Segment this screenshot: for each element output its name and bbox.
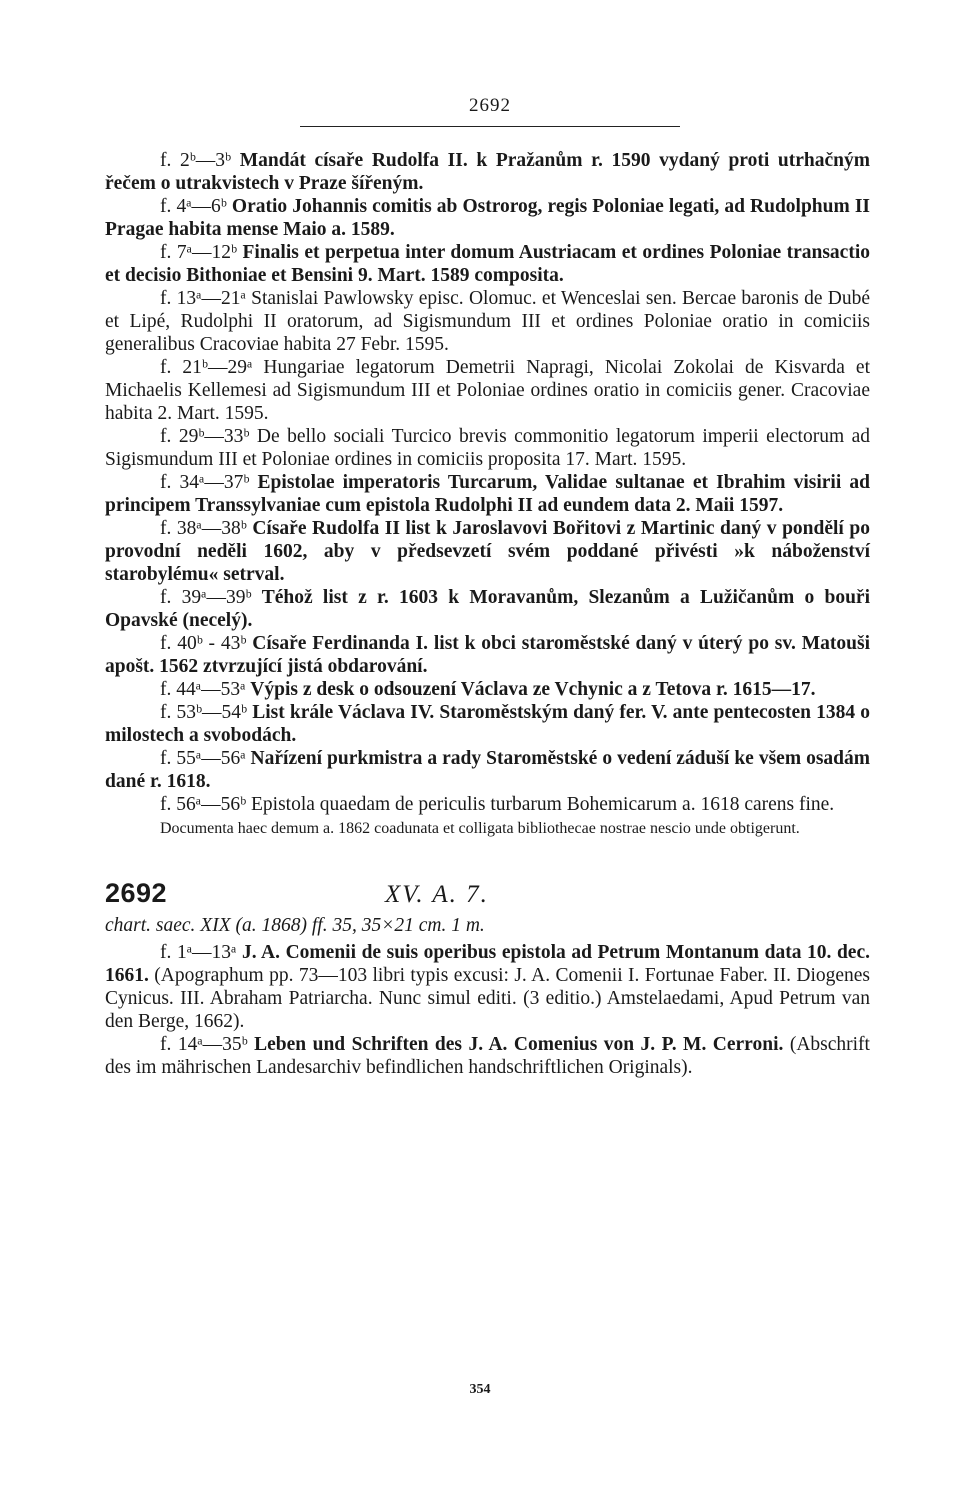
- provenance-note: [105, 818, 870, 840]
- catalogue-entry: [105, 678, 870, 701]
- entry-title: Nařízení purkmistra a rady Staroměstské o vedení záduší ke všem osadám dané r. 1618.: [105, 748, 870, 792]
- entry-title: Císaře Rudolfa II list k Jaroslavovi Bořitovi z Martinic daný v pondělí po provodní neděli 1602, aby v předsevzetí svém poddané přivésti »k náboženství starobylému« setrval.: [105, 518, 870, 585]
- entry-text: Epistola quaedam de periculis turbarum Bohemicarum a. 1618 carens fine.: [251, 794, 835, 815]
- catalogue-entry: [105, 632, 870, 678]
- entry-text: (Abschrift des im mährischen Landesarchiv befindlichen handschriftlichen Originals).: [105, 1034, 870, 1078]
- record-description: chart. saec. XIX (a. 1868) ff. 35, 35×21 cm. 1 m.: [105, 915, 485, 936]
- catalogue-entry: [105, 149, 870, 195]
- running-head: [300, 95, 680, 119]
- catalogue-entry: [105, 471, 870, 517]
- entry-title: Mandát císaře Rudolfa II. k Pražanům r. 1590 vydaný proti utrhačným řečem o utrakvistech v Praze šířeným.: [105, 150, 870, 194]
- page-body: [105, 95, 870, 1079]
- entry-title: J. A. Comenii de suis operibus epistola ad Petrum Montanum data 10. dec. 1661.: [105, 942, 870, 986]
- catalogue-entry: [105, 287, 870, 356]
- folio-reference: f. 39ᵃ—39ᵇ: [160, 587, 252, 608]
- folio-reference: f. 14ᵃ—35ᵇ: [160, 1034, 248, 1055]
- entry-title: Epistolae imperatoris Turcarum, Validae sultanae et Ibrahim visirii ad principem Transsylvaniae cum epistola Rudolphi II ad eundem data 2. Maii 1597.: [105, 472, 871, 516]
- folio-reference: f. 29ᵇ—33ᵇ: [160, 426, 250, 447]
- folio-reference: f. 2ᵇ—3ᵇ: [160, 150, 232, 171]
- catalogue-entry: [105, 241, 870, 287]
- catalogue-entry: [105, 586, 870, 632]
- catalogue-entry: [105, 425, 870, 471]
- folio-reference: f. 34ᵃ—37ᵇ: [160, 472, 250, 493]
- running-head-number: 2692: [469, 95, 511, 116]
- entry-text: Stanislai Pawlowsky episc. Olomuc. et Wenceslai sen. Bercae baronis de Dubé et Lipé, Rudolphi II oratorum, ad Sigismundum III et ordines Poloniae oratio in comiciis generalibus Cracoviae habita 27 Febr. 1595.: [105, 288, 870, 355]
- folio-reference: f. 38ᵃ—38ᵇ: [160, 518, 247, 539]
- folio-reference: f. 44ᵃ—53ᵃ: [160, 679, 246, 700]
- catalogue-entry: [105, 517, 870, 586]
- entry-title: Téhož list z r. 1603 k Moravanům, Slezanům a Lužičanům o bouři Opavské (necelý).: [105, 587, 870, 631]
- record-entries-list: [105, 941, 870, 1079]
- catalogue-entry: [105, 356, 870, 425]
- running-head-rule: [300, 126, 680, 127]
- catalogue-entry: [105, 195, 870, 241]
- folio-reference: f. 21ᵇ—29ᵃ: [160, 357, 253, 378]
- folio-reference: f. 56ᵃ—56ᵇ: [160, 794, 247, 815]
- note-indent: [105, 820, 160, 837]
- catalogue-entry: [105, 941, 870, 1033]
- note-text: Documenta haec demum a. 1862 coadunata et colligata bibliothecae nostrae nescio unde obtigerunt.: [160, 820, 800, 837]
- entry-text: De bello sociali Turcico brevis commonitio legatorum imperii electorum ad Sigismundum III et Poloniae ordines in comiciis proposita 17. Mart. 1595.: [105, 426, 871, 470]
- entry-title: Výpis z desk o odsouzení Václava ze Vchynic a z Tetova r. 1615—17.: [250, 679, 816, 700]
- entry-text: Hungariae legatorum Demetrii Napragi, Nicolai Zokolai de Kisvarda et Michaelis Kellemesi ad Sigismundum III et Poloniae ordines oratio in comiciis gener. Cracoviae habita 2. Mart. 1595.: [105, 357, 870, 424]
- entry-title: Císaře Ferdinanda I. list k obci staroměstské daný v úterý po sv. Matouši apošt. 1562 ztvrzující jistá obdarování.: [105, 633, 871, 677]
- record-number: 2692: [105, 878, 168, 908]
- entry-text: (Apographum pp. 73—103 libri typis excusi: J. A. Comenii I. Fortunae Faber. II. Diogenes Cynicus. III. Abraham Patriarcha. Nunc simul editi. (3 editio.) Amstelaedami, Apud Petrum van den Berge, 1662).: [105, 965, 871, 1032]
- record-header: [105, 878, 870, 909]
- catalogue-entry: [105, 793, 870, 816]
- entry-title: Finalis et perpetua inter domum Austriacam et ordines Poloniae transactio et decisio Bithoniae et Bensini 9. Mart. 1589 composita.: [105, 242, 870, 286]
- record-signature: XV. A. 7.: [385, 881, 489, 908]
- folio-reference: f. 53ᵇ—54ᵇ: [160, 702, 248, 723]
- entry-title: List krále Václava IV. Staroměstským daný fer. V. ante pentecosten 1384 o milostech a svobodách.: [105, 702, 871, 746]
- catalogue-entry: [105, 701, 870, 747]
- folio-reference: f. 4ᵃ—6ᵇ: [160, 196, 227, 217]
- entry-title: Oratio Johannis comitis ab Ostrorog, regis Poloniae legati, ad Rudolphum II Pragae habita mense Maio a. 1589.: [105, 196, 870, 240]
- entries-list: [105, 149, 870, 816]
- folio-reference: f. 13ᵃ—21ᵃ: [160, 288, 246, 309]
- entry-title: Leben und Schriften des J. A. Comenius von J. P. M. Cerroni.: [254, 1034, 784, 1055]
- folio-reference: f. 1ᵃ—13ᵃ: [160, 942, 237, 963]
- folio-reference: f. 40ᵇ - 43ᵇ: [160, 633, 247, 654]
- folio-reference: f. 55ᵃ—56ᵃ: [160, 748, 246, 769]
- folio-reference: f. 7ᵃ—12ᵇ: [160, 242, 237, 263]
- folio-number: 354: [469, 1382, 491, 1397]
- catalogue-entry: [105, 1033, 870, 1079]
- catalogue-entry: [105, 747, 870, 793]
